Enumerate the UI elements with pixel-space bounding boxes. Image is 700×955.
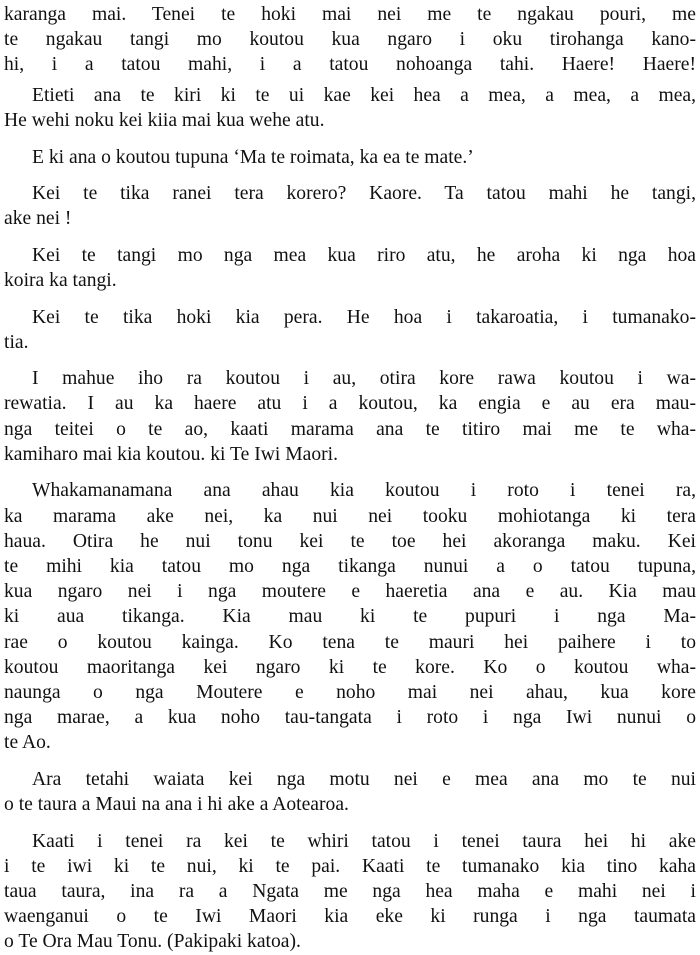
- text-line: ake nei !: [4, 208, 72, 230]
- paragraph: [4, 478, 696, 755]
- paragraph: [4, 2, 696, 78]
- text-line: Whakamanamana ana ahau kia koutou i roto i tenei ra,: [32, 480, 696, 502]
- paragraph: [4, 305, 696, 355]
- paragraph: [4, 145, 696, 170]
- paragraph: [4, 181, 696, 231]
- text-line: tia.: [4, 331, 29, 353]
- text-line: koira ka tangi.: [4, 270, 117, 292]
- text-line: te mihi kia tatou mo nga tikanga nunui a o tatou tupuna,: [4, 555, 696, 577]
- text-line: Kei te tika ranei tera korero? Kaore. Ta tatou mahi he tangi,: [32, 183, 696, 205]
- text-line: ki aua tikanga. Kia mau ki te pupuri i nga Ma-: [4, 606, 696, 628]
- text-line: taua taura, ina ra a Ngata me nga hea maha e mahi nei i: [4, 880, 696, 902]
- text-line: He wehi noku kei kiia mai kua wehe atu.: [4, 110, 325, 132]
- text-line: o Te Ora Mau Tonu. (Pakipaki katoa).: [4, 931, 301, 953]
- text-line: i te iwi ki te nui, ki te pai. Kaati te tumanako kia tino kaha: [4, 855, 696, 877]
- text-line: koutou maoritanga kei ngaro ki te kore. Ko o koutou wha-: [4, 656, 696, 678]
- text-line: Kaati i tenei ra kei te whiri tatou i tenei taura hei hi ake: [32, 830, 696, 852]
- paragraph: [4, 366, 696, 467]
- paragraph: [4, 829, 696, 955]
- text-line: rewatia. I au ka haere atu i a koutou, ka engia e au era mau-: [4, 393, 696, 415]
- text-line: Ara tetahi waiata kei nga motu nei e mea ana mo te nui: [32, 768, 696, 790]
- text-line: waenganui o te Iwi Maori kia eke ki runga i nga taumata: [4, 906, 696, 928]
- text-line: Kei te tangi mo nga mea kua riro atu, he aroha ki nga hoa: [32, 244, 696, 266]
- text-line: nga marae, a kua noho tau-tangata i roto i nga Iwi nunui o: [4, 707, 696, 729]
- text-line: ka marama ake nei, ka nui nei tooku mohiotanga ki tera: [4, 505, 696, 527]
- text-line: hi, i a tatou mahi, i a tatou nohoanga tahi. Haere! Haere!: [4, 54, 696, 76]
- text-line: te Ao.: [4, 732, 51, 754]
- text-line: haua. Otira he nui tonu kei te toe hei akoranga maku. Kei: [4, 530, 696, 552]
- text-line: o te taura a Maui na ana i hi ake a Aotearoa.: [4, 794, 349, 816]
- text-line: nga teitei o te ao, kaati marama ana te titiro mai me te wha-: [4, 418, 696, 440]
- text-line: Kei te tika hoki kia pera. He hoa i takaroatia, i tumanako-: [32, 306, 696, 328]
- text-line: karanga mai. Tenei te hoki mai nei me te ngakau pouri, me: [4, 4, 696, 25]
- text-line: rae o koutou kainga. Ko tena te mauri hei paihere i to: [4, 631, 696, 653]
- paragraph: [4, 243, 696, 293]
- text-line: naunga o nga Moutere e noho mai nei ahau, kua kore: [4, 681, 696, 703]
- text-line: te ngakau tangi mo koutou kua ngaro i oku tirohanga kano-: [4, 29, 696, 51]
- text-line: E ki ana o koutou tupuna ‘Ma te roimata, ka ea te mate.’: [32, 146, 474, 168]
- text-line: Etieti ana te kiri ki te ui kae kei hea a mea, a mea, a mea,: [32, 84, 696, 106]
- paragraph: [4, 83, 696, 133]
- paragraph: [4, 767, 696, 817]
- text-line: kua ngaro nei i nga moutere e haeretia ana e au. Kia mau: [4, 581, 696, 603]
- text-line: I mahue iho ra koutou i au, otira kore rawa koutou i wa-: [32, 368, 696, 390]
- text-line: kamiharo mai kia koutou. ki Te Iwi Maori.: [4, 443, 339, 465]
